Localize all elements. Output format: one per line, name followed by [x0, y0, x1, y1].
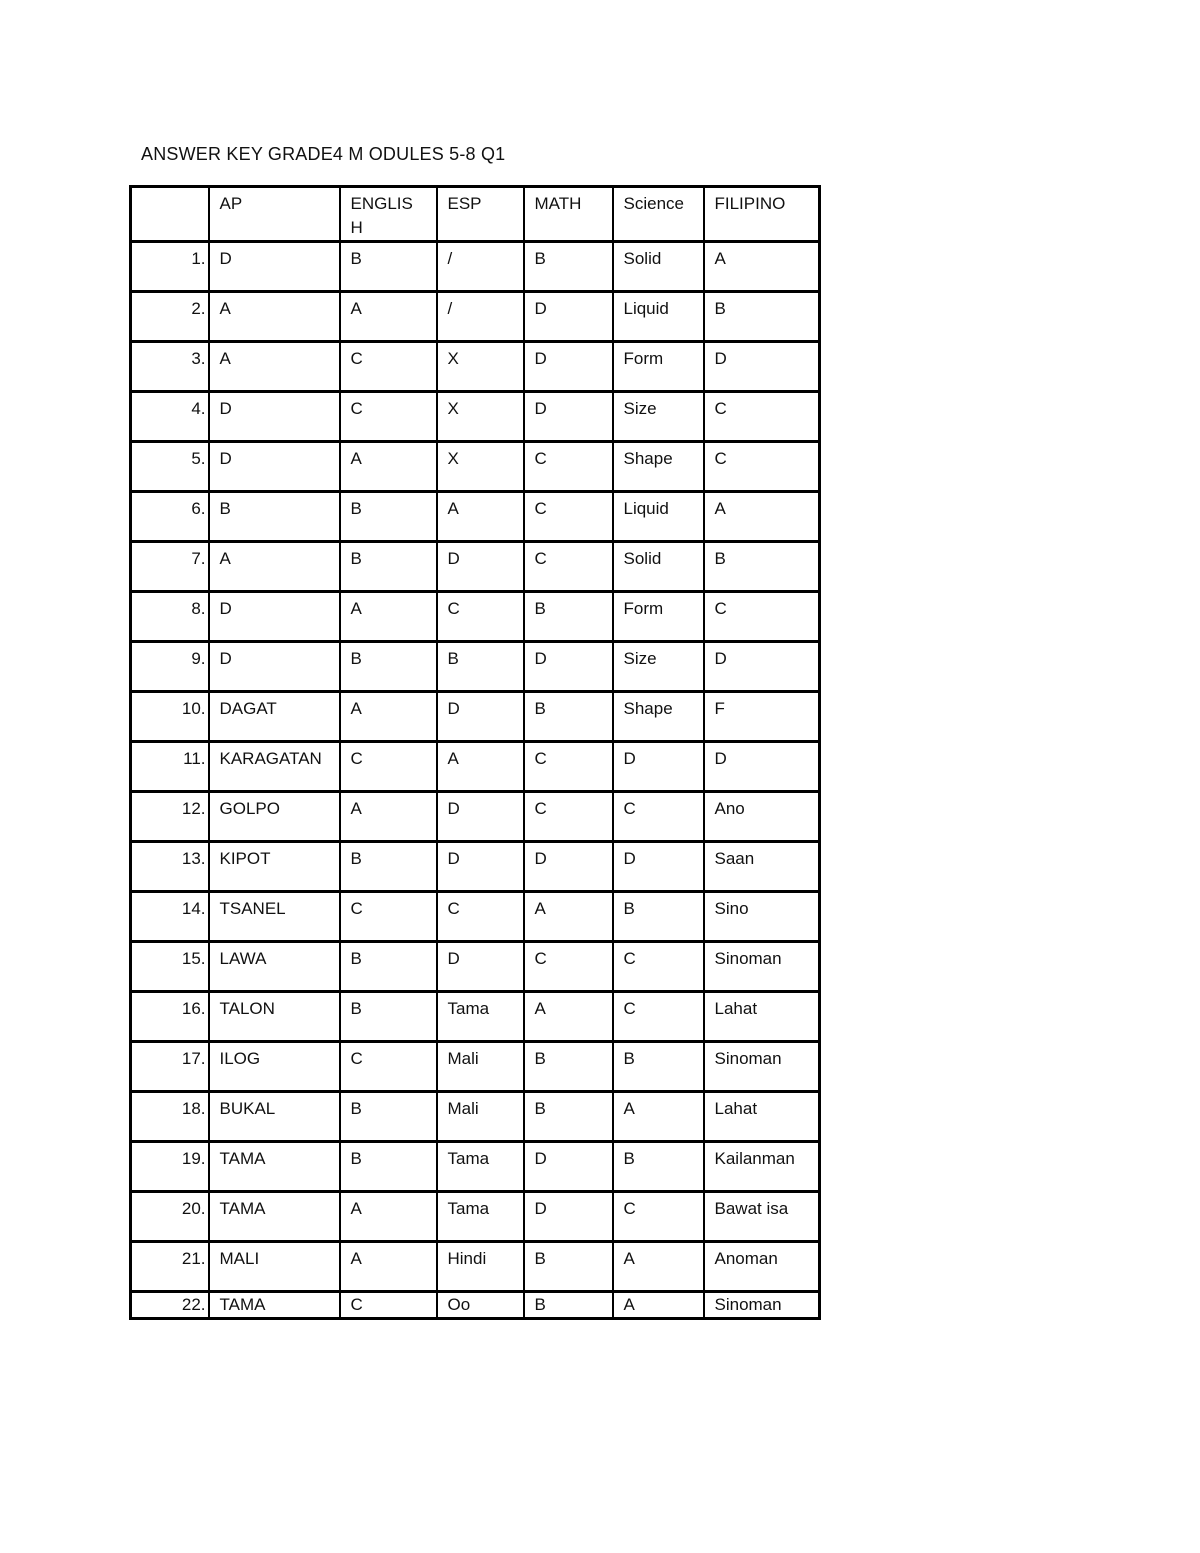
header-cell-science: Science [613, 187, 704, 242]
row-number-cell: 9. [131, 642, 209, 692]
row-number-cell: 17. [131, 1042, 209, 1092]
answer-cell-math: D [524, 1192, 613, 1242]
answer-cell-science: B [613, 1042, 704, 1092]
row-number-cell: 7. [131, 542, 209, 592]
answer-cell-science: D [613, 842, 704, 892]
answer-cell-english: A [340, 442, 437, 492]
answer-cell-esp: Tama [437, 1142, 524, 1192]
row-number-cell: 2. [131, 292, 209, 342]
table-row [131, 942, 820, 992]
table-row [131, 492, 820, 542]
answer-cell-ap: BUKAL [209, 1092, 340, 1142]
answer-cell-science: B [613, 1142, 704, 1192]
table-row [131, 542, 820, 592]
answer-cell-math: C [524, 792, 613, 842]
answer-cell-filipino: C [704, 592, 820, 642]
answer-cell-ap: TSANEL [209, 892, 340, 942]
answer-cell-filipino: D [704, 742, 820, 792]
answer-cell-english: C [340, 1042, 437, 1092]
table-row [131, 442, 820, 492]
table-row [131, 742, 820, 792]
answer-cell-esp: Hindi [437, 1242, 524, 1292]
answer-cell-esp: X [437, 342, 524, 392]
answer-cell-math: C [524, 942, 613, 992]
answer-cell-ap: A [209, 342, 340, 392]
answer-cell-science: Solid [613, 542, 704, 592]
answer-cell-esp: Tama [437, 992, 524, 1042]
answer-cell-filipino: B [704, 542, 820, 592]
answer-cell-ap: TALON [209, 992, 340, 1042]
answer-cell-filipino: Lahat [704, 1092, 820, 1142]
answer-cell-ap: DAGAT [209, 692, 340, 742]
answer-cell-filipino: A [704, 242, 820, 292]
answer-cell-ap: D [209, 392, 340, 442]
answer-cell-science: C [613, 942, 704, 992]
answer-cell-esp: X [437, 442, 524, 492]
answer-cell-english: B [340, 542, 437, 592]
row-number-cell: 12. [131, 792, 209, 842]
row-number-cell: 1. [131, 242, 209, 292]
answer-cell-english: A [340, 292, 437, 342]
answer-cell-math: A [524, 892, 613, 942]
answer-cell-ap: A [209, 542, 340, 592]
row-number-cell: 3. [131, 342, 209, 392]
answer-cell-english: A [340, 1192, 437, 1242]
answer-cell-ap: TAMA [209, 1292, 340, 1319]
header-cell-number [131, 187, 209, 242]
row-number-cell: 4. [131, 392, 209, 442]
answer-cell-filipino: D [704, 642, 820, 692]
answer-cell-science: A [613, 1092, 704, 1142]
table-row [131, 1092, 820, 1142]
answer-cell-english: C [340, 342, 437, 392]
header-cell-esp: ESP [437, 187, 524, 242]
answer-cell-english: B [340, 492, 437, 542]
header-cell-math: MATH [524, 187, 613, 242]
answer-cell-science: Shape [613, 442, 704, 492]
table-row [131, 342, 820, 392]
row-number-cell: 10. [131, 692, 209, 742]
header-cell-english: ENGLIS H [340, 187, 437, 242]
answer-cell-math: B [524, 1042, 613, 1092]
table-row [131, 792, 820, 842]
answer-cell-filipino: Sinoman [704, 1292, 820, 1319]
row-number-cell: 14. [131, 892, 209, 942]
answer-cell-english: B [340, 842, 437, 892]
answer-cell-math: B [524, 242, 613, 292]
answer-cell-esp: Oo [437, 1292, 524, 1319]
answer-cell-english: A [340, 592, 437, 642]
answer-cell-math: C [524, 492, 613, 542]
answer-cell-filipino: A [704, 492, 820, 542]
answer-cell-math: D [524, 642, 613, 692]
answer-cell-science: Shape [613, 692, 704, 742]
answer-cell-math: D [524, 292, 613, 342]
answer-cell-filipino: C [704, 392, 820, 442]
row-number-cell: 22. [131, 1292, 209, 1319]
row-number-cell: 15. [131, 942, 209, 992]
answer-cell-esp: D [437, 792, 524, 842]
table-row [131, 1142, 820, 1192]
answer-cell-ap: D [209, 592, 340, 642]
table-row [131, 1192, 820, 1242]
answer-cell-science: Form [613, 342, 704, 392]
answer-cell-english: C [340, 742, 437, 792]
answer-cell-esp: D [437, 692, 524, 742]
answer-cell-english: A [340, 792, 437, 842]
answer-cell-english: A [340, 692, 437, 742]
answer-cell-filipino: C [704, 442, 820, 492]
table-row [131, 242, 820, 292]
answer-cell-filipino: Saan [704, 842, 820, 892]
answer-cell-filipino: F [704, 692, 820, 742]
table-row [131, 1292, 820, 1319]
answer-cell-filipino: Kailanman [704, 1142, 820, 1192]
answer-cell-english: B [340, 1142, 437, 1192]
answer-cell-ap: KARAGATAN [209, 742, 340, 792]
answer-cell-ap: TAMA [209, 1192, 340, 1242]
answer-cell-filipino: Bawat isa [704, 1192, 820, 1242]
answer-cell-esp: Mali [437, 1042, 524, 1092]
answer-cell-filipino: Sinoman [704, 1042, 820, 1092]
answer-cell-english: C [340, 392, 437, 442]
table-row [131, 592, 820, 642]
answer-cell-english: B [340, 942, 437, 992]
answer-cell-science: A [613, 1292, 704, 1319]
answer-cell-science: B [613, 892, 704, 942]
answer-cell-science: Liquid [613, 292, 704, 342]
answer-cell-english: B [340, 992, 437, 1042]
answer-cell-english: B [340, 242, 437, 292]
answer-cell-esp: / [437, 242, 524, 292]
answer-cell-english: B [340, 1092, 437, 1142]
row-number-cell: 8. [131, 592, 209, 642]
answer-cell-english: C [340, 1292, 437, 1319]
row-number-cell: 18. [131, 1092, 209, 1142]
answer-cell-math: B [524, 1292, 613, 1319]
row-number-cell: 16. [131, 992, 209, 1042]
row-number-cell: 20. [131, 1192, 209, 1242]
answer-cell-math: B [524, 692, 613, 742]
answer-cell-filipino: B [704, 292, 820, 342]
answer-cell-esp: A [437, 492, 524, 542]
answer-cell-english: B [340, 642, 437, 692]
answer-cell-math: C [524, 542, 613, 592]
table-header-row [131, 187, 820, 242]
answer-cell-esp: X [437, 392, 524, 442]
answer-cell-science: Liquid [613, 492, 704, 542]
answer-cell-math: C [524, 742, 613, 792]
row-number-cell: 21. [131, 1242, 209, 1292]
answer-cell-ap: LAWA [209, 942, 340, 992]
answer-cell-filipino: Ano [704, 792, 820, 842]
answer-cell-science: Size [613, 392, 704, 442]
row-number-cell: 11. [131, 742, 209, 792]
row-number-cell: 13. [131, 842, 209, 892]
answer-cell-esp: C [437, 892, 524, 942]
header-cell-filipino: FILIPINO [704, 187, 820, 242]
answer-cell-esp: D [437, 542, 524, 592]
table-row [131, 392, 820, 442]
answer-cell-filipino: Anoman [704, 1242, 820, 1292]
table-row [131, 292, 820, 342]
answer-cell-ap: D [209, 442, 340, 492]
answer-cell-filipino: Lahat [704, 992, 820, 1042]
answer-cell-science: A [613, 1242, 704, 1292]
answer-cell-math: B [524, 1242, 613, 1292]
table-row [131, 1242, 820, 1292]
answer-cell-esp: Tama [437, 1192, 524, 1242]
answer-cell-filipino: D [704, 342, 820, 392]
answer-cell-ap: GOLPO [209, 792, 340, 842]
answer-cell-math: B [524, 592, 613, 642]
table-row [131, 842, 820, 892]
answer-cell-esp: D [437, 942, 524, 992]
answer-cell-filipino: Sinoman [704, 942, 820, 992]
answer-cell-science: Solid [613, 242, 704, 292]
answer-cell-math: D [524, 392, 613, 442]
table-row [131, 1042, 820, 1092]
table-row [131, 992, 820, 1042]
table-row [131, 692, 820, 742]
answer-cell-science: C [613, 792, 704, 842]
answer-cell-ap: D [209, 642, 340, 692]
row-number-cell: 19. [131, 1142, 209, 1192]
answer-cell-ap: D [209, 242, 340, 292]
answer-cell-esp: C [437, 592, 524, 642]
answer-cell-filipino: Sino [704, 892, 820, 942]
answer-cell-math: D [524, 342, 613, 392]
answer-cell-math: D [524, 842, 613, 892]
answer-cell-esp: D [437, 842, 524, 892]
answer-key-table [129, 185, 821, 1320]
table-row [131, 642, 820, 692]
answer-cell-science: Form [613, 592, 704, 642]
answer-cell-esp: Mali [437, 1092, 524, 1142]
answer-cell-math: A [524, 992, 613, 1042]
answer-cell-science: Size [613, 642, 704, 692]
answer-cell-science: C [613, 1192, 704, 1242]
answer-cell-math: C [524, 442, 613, 492]
document-title: ANSWER KEY GRADE4 M ODULES 5-8 Q1 [141, 144, 506, 164]
answer-cell-ap: A [209, 292, 340, 342]
answer-cell-ap: MALI [209, 1242, 340, 1292]
answer-cell-ap: ILOG [209, 1042, 340, 1092]
answer-cell-science: C [613, 992, 704, 1042]
answer-cell-math: D [524, 1142, 613, 1192]
answer-cell-esp: B [437, 642, 524, 692]
answer-cell-esp: A [437, 742, 524, 792]
answer-cell-esp: / [437, 292, 524, 342]
table-row [131, 892, 820, 942]
answer-cell-ap: TAMA [209, 1142, 340, 1192]
answer-cell-ap: B [209, 492, 340, 542]
row-number-cell: 5. [131, 442, 209, 492]
answer-cell-science: D [613, 742, 704, 792]
answer-cell-english: C [340, 892, 437, 942]
answer-cell-math: B [524, 1092, 613, 1142]
answer-cell-english: A [340, 1242, 437, 1292]
answer-cell-ap: KIPOT [209, 842, 340, 892]
header-cell-ap: AP [209, 187, 340, 242]
row-number-cell: 6. [131, 492, 209, 542]
